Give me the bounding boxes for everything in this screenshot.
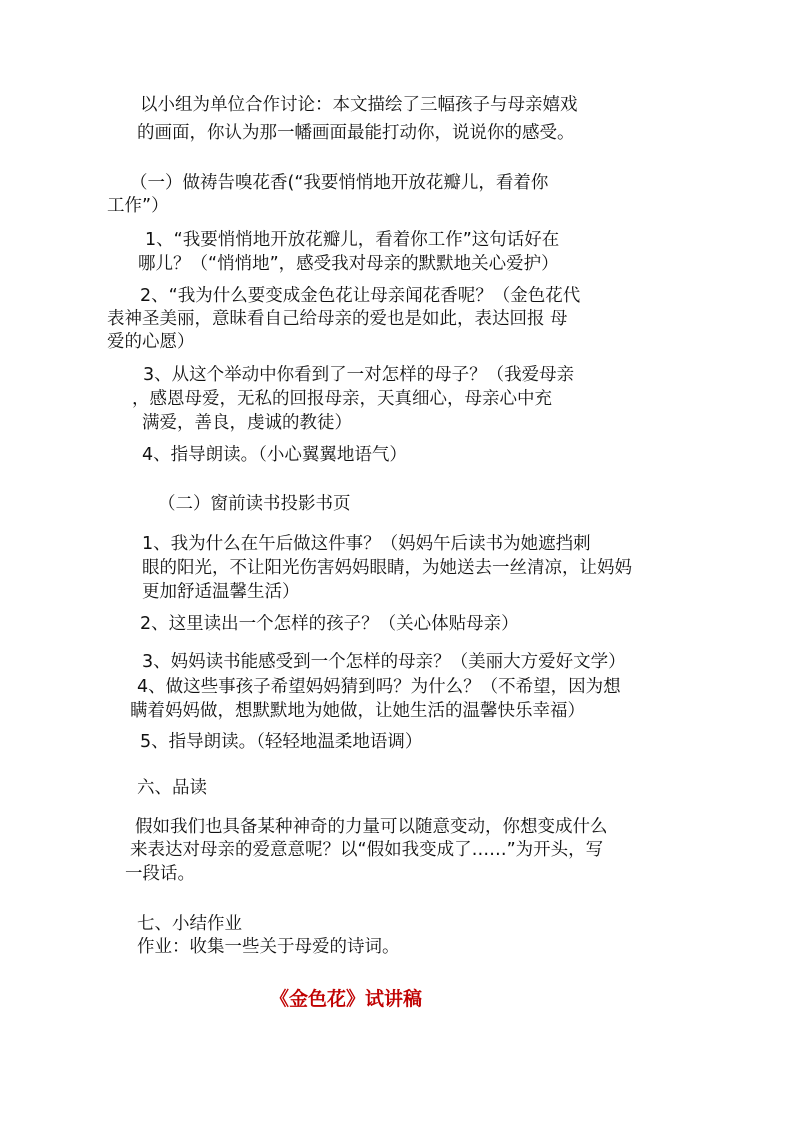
text-line: 更加舒适温馨生活） bbox=[142, 582, 300, 602]
section-heading: 七、小结作业 bbox=[137, 914, 242, 934]
text-line: 满爱，善良，虔诚的教徒） bbox=[142, 413, 352, 433]
text-line: 哪儿？（“悄悄地”，感受我对母亲的默默地关心爱护） bbox=[138, 254, 559, 274]
document-title: 《金色花》试讲稿 bbox=[270, 988, 423, 1010]
text-line: 一段话。 bbox=[125, 864, 195, 884]
text-line: 4、做这些事孩子希望妈妈猜到吗？为什么？（不希望，因为想 bbox=[137, 677, 621, 697]
text-line: 3、从这个举动中你看到了一对怎样的母子？（我爱母亲 bbox=[143, 365, 575, 385]
text-line: 2、“我为什么要变成金色花让母亲闻花香呢？（金色花代 bbox=[140, 286, 581, 306]
text-line: 4、指导朗读。（小心翼翼地语气） bbox=[142, 445, 407, 465]
text-line: 的画面，你认为那一幡画面最能打动你，说说你的感受。 bbox=[137, 123, 575, 143]
text-line: 5、指导朗读。（轻轻地温柔地语调） bbox=[140, 732, 423, 752]
section-heading: （一）做祷告嗅花香(“我要悄悄地开放花瓣儿，看着你 bbox=[130, 173, 549, 193]
text-line: 来表达对母亲的爱意意呢？以“假如我变成了……”为开头，写 bbox=[130, 840, 604, 860]
text-line: 作业：收集一些关于母爱的诗词。 bbox=[137, 937, 400, 957]
text-line: 2、这里读出一个怎样的孩子？（关心体贴母亲） bbox=[140, 614, 519, 634]
text-line: 1、我为什么在午后做这件事？（妈妈午后读书为她遮挡刺 bbox=[142, 534, 591, 554]
text-line: 眼的阳光，不让阳光伤害妈妈眼睛，为她送去一丝清凉，让妈妈 bbox=[142, 558, 632, 578]
text-line: 假如我们也具备某种神奇的力量可以随意变动，你想变成什么 bbox=[135, 817, 608, 837]
text-line: 3、妈妈读书能感受到一个怎样的母亲？（美丽大方爱好文学） bbox=[142, 652, 626, 672]
text-line: 表神圣美丽，意昧看自己给母亲的爱也是如此，表达回报 母 bbox=[107, 309, 568, 329]
text-line: 瞒着妈妈做，想默默地为她做，让她生活的温馨快乐幸福） bbox=[130, 701, 585, 721]
text-line: 工作”） bbox=[107, 196, 169, 216]
text-line: 爱的心愿） bbox=[107, 332, 195, 352]
text-line: 1、“我要悄悄地开放花瓣儿，看着你工作”这句话好在 bbox=[145, 230, 560, 250]
section-heading: （二）窗前读书投影书页 bbox=[158, 494, 351, 514]
text-line: 以小组为单位合作讨论：本文描绘了三幅孩子与母亲嬉戏 bbox=[140, 95, 578, 115]
section-heading: 六、品读 bbox=[137, 778, 207, 798]
text-line: ，感恩母爱，无私的回报母亲，天真细心，母亲心中充 bbox=[132, 389, 552, 409]
